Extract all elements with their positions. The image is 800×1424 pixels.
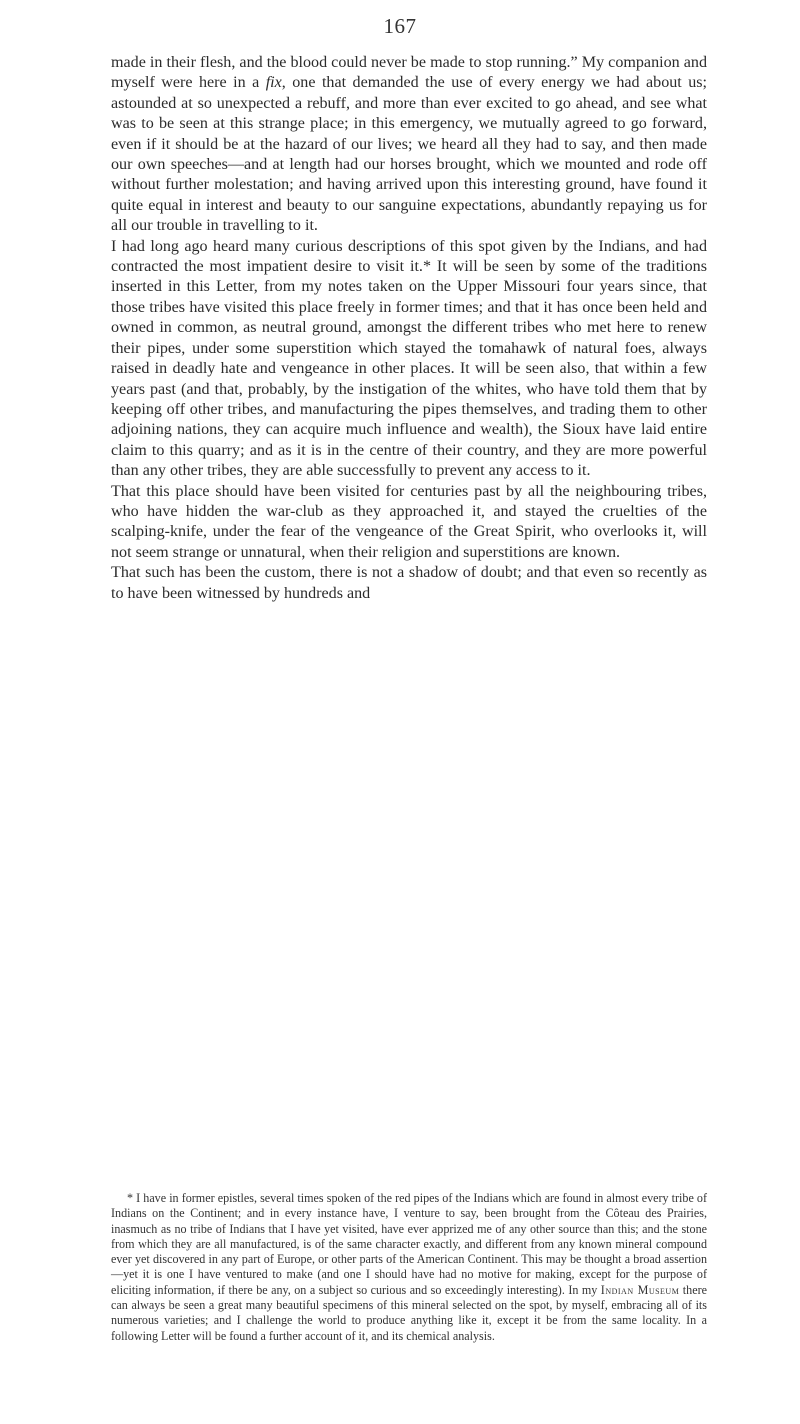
- footnote: [111, 1191, 707, 1344]
- paragraph-1-text-b: , one that demanded the use of every energy we had about us; astounded at so unexpected a rebuff, and more than ever excited to go ahead, and see what was to be seen at this strange place; in this emergency, we mutually agreed to go forward, even if it should be at the hazard of our lives; we heard all they had to say, and then made our own speeches—and at length had our horses brought, which we mounted and rode off without further molestation; and having arrived upon this interesting ground, have found it quite equal in interest and beauty to our sanguine expectations, abundantly repaying us for all our trouble in travelling to it.: [111, 74, 708, 235]
- paragraph-2: I had long ago heard many curious descriptions of this spot given by the Indians, and had contracted the most impatient desire to visit it.* It will be seen by some of the traditions inserted in this Letter, from my notes taken on the Upper Missouri four years since, that those tribes have visited this place freely in former times; and that it has once been held and owned in common, as neutral ground, amongst the different tribes who met here to renew their pipes, under some superstition which stayed the tomahawk of natural foes, always raised in deadly hate and vengeance in other places. It will be seen also, that within a few years past (and that, probably, by the instigation of the whites, who have told them that by keeping off other tribes, and manufacturing the pipes themselves, and trading them to other adjoining nations, they can acquire much influence and wealth), the Sioux have laid entire claim to this quarry; and as it is in the centre of their country, and they are more powerful than any other tribes, they are able successfully to prevent any access to it.: [111, 237, 707, 480]
- footnote-text-a: * I have in former epistles, several times spoken of the red pipes of the Indians which are found in almost every tribe of Indians on the Continent; and in every instance have, I venture to say, been brought from the Côteau des Prairies, inasmuch as no tribe of Indians that I have yet visited, have ever apprized me of any other source than this; and the stone from which they are all manufactured, is of the same character exactly, and different from any known mineral compound ever yet discovered in any part of Europe, or other parts of the American Continent. This may be thought a broad assertion—yet it is one I have ventured to make (and one I should have had no motive for making, except for the purpose of eliciting information, if there be any, on a subject so curious and so exceedingly interesting). In my: [111, 1191, 707, 1297]
- footnote-museum-name: Indian Museum: [600, 1282, 680, 1297]
- body-text: [111, 53, 707, 604]
- paragraph-1-text-a: made in their flesh, and the blood could never be made to stop running.” My companion and myself were here in a: [111, 54, 707, 92]
- paragraph-1-emphasis: fix: [265, 74, 282, 92]
- footnote-text-b: there can always be seen a great many beautiful specimens of this mineral selected on the spot, by myself, embracing all of its numerous varieties; and I challenge the world to produce anything like it, except it be from the same locality. In a following Letter will be found a further account of it, and its chemical analysis.: [111, 1282, 707, 1343]
- footnote-paragraph: [111, 1191, 707, 1344]
- paragraph-1: [111, 53, 707, 237]
- paragraph-4: That such has been the custom, there is not a shadow of doubt; and that even so recently as to have been witnessed by hundreds and: [111, 564, 707, 602]
- page-number: 167: [383, 14, 417, 38]
- paragraph-3: That this place should have been visited for centuries past by all the neighbouring tribes, who have hidden the war-club as they approached it, and stayed the cruelties of the scalping-knife, under the fear of the vengeance of the Great Spirit, who overlooks it, will not seem strange or unnatural, when their religion and superstitions are known.: [111, 482, 707, 561]
